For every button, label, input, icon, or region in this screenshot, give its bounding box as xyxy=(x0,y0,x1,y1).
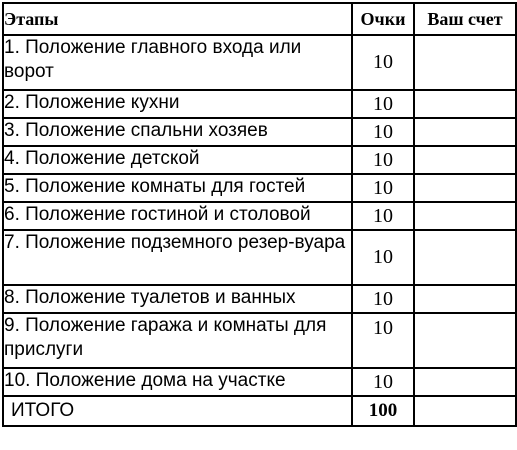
points-value: 10 xyxy=(352,146,414,174)
score-input-cell[interactable] xyxy=(414,285,516,313)
stage-label: 1. Положение главного входа или ворот xyxy=(3,35,352,90)
points-value: 10 xyxy=(352,174,414,202)
score-input-cell[interactable] xyxy=(414,146,516,174)
table-row xyxy=(3,368,516,396)
header-points: Очки xyxy=(352,3,414,35)
score-input-cell[interactable] xyxy=(414,202,516,230)
stage-label: 8. Положение туалетов и ванных xyxy=(3,285,352,313)
stage-label: 2. Положение кухни xyxy=(3,90,352,118)
table-row xyxy=(3,118,516,146)
points-value: 10 xyxy=(352,368,414,396)
table-row xyxy=(3,90,516,118)
header-row xyxy=(3,3,516,35)
stage-label: 9. Положение гаража и комнаты для прислуги xyxy=(3,313,352,368)
score-input-cell[interactable] xyxy=(414,313,516,368)
score-input-cell[interactable] xyxy=(414,230,516,285)
stage-label: 5. Положение комнаты для гостей xyxy=(3,174,352,202)
table-row xyxy=(3,35,516,90)
score-input-cell[interactable] xyxy=(414,118,516,146)
header-stage: Этапы xyxy=(3,3,352,35)
points-value: 10 xyxy=(352,90,414,118)
score-input-cell[interactable] xyxy=(414,368,516,396)
table-row xyxy=(3,174,516,202)
score-input-cell[interactable] xyxy=(414,35,516,90)
score-input-cell[interactable] xyxy=(414,174,516,202)
total-points: 100 xyxy=(352,396,414,426)
points-value: 10 xyxy=(352,230,414,285)
table-row xyxy=(3,285,516,313)
table-row xyxy=(3,313,516,368)
table-row xyxy=(3,230,516,285)
header-score: Ваш счет xyxy=(414,3,516,35)
total-row xyxy=(3,396,516,426)
table-row xyxy=(3,202,516,230)
points-value: 10 xyxy=(352,118,414,146)
points-value: 10 xyxy=(352,202,414,230)
stage-label: 6. Положение гостиной и столовой xyxy=(3,202,352,230)
stage-label: 3. Положение спальни хозяев xyxy=(3,118,352,146)
stage-label: 10. Положение дома на участке xyxy=(3,368,352,396)
points-value: 10 xyxy=(352,313,414,368)
table-row xyxy=(3,146,516,174)
points-value: 10 xyxy=(352,35,414,90)
points-value: 10 xyxy=(352,285,414,313)
score-input-cell[interactable] xyxy=(414,90,516,118)
scoring-table xyxy=(2,2,517,427)
total-score-input-cell[interactable] xyxy=(414,396,516,426)
total-label: ИТОГО xyxy=(3,396,352,426)
stage-label: 4. Положение детской xyxy=(3,146,352,174)
stage-label: 7. Положение подземного резер-вуара xyxy=(3,230,352,285)
